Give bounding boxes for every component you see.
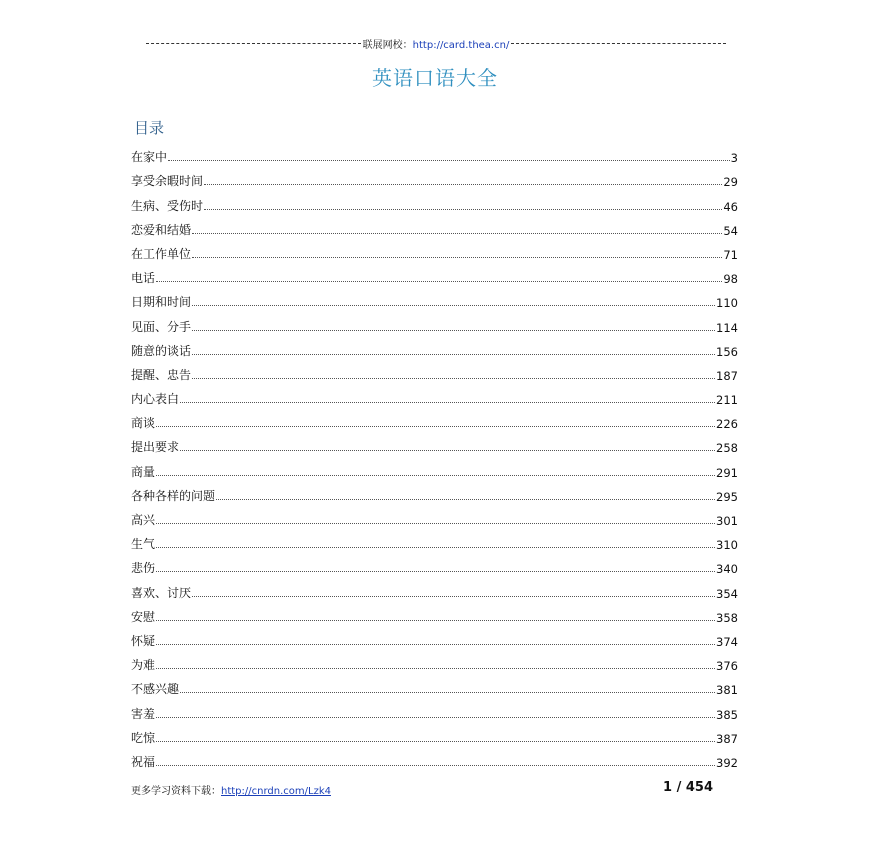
toc-entry-label: 在家中 [131, 150, 168, 165]
toc-entry-label: 提出要求 [131, 440, 180, 455]
toc-entry[interactable] [131, 335, 738, 359]
toc-entry[interactable] [131, 286, 738, 310]
toc-leader-dots [156, 426, 715, 427]
toc-list [131, 141, 738, 770]
toc-entry[interactable] [131, 649, 738, 673]
toc-leader-dots [180, 692, 715, 693]
toc-entry-label: 生病、受伤时 [131, 198, 204, 213]
toc-entry-label: 各种各样的问题 [131, 488, 216, 503]
toc-entry-label: 商谈 [131, 416, 156, 431]
toc-entry-page: 71 [723, 247, 738, 262]
toc-leader-dots [156, 571, 715, 572]
toc-entry-label: 祝福 [131, 754, 156, 769]
toc-entry[interactable] [131, 262, 738, 286]
toc-entry[interactable] [131, 383, 738, 407]
toc-entry[interactable] [131, 722, 738, 746]
toc-entry-label: 商量 [131, 464, 156, 479]
toc-entry-label: 怀疑 [131, 633, 156, 648]
toc-entry-page: 387 [716, 731, 738, 746]
toc-entry[interactable] [131, 189, 738, 213]
header-text [361, 36, 512, 51]
toc-entry-page: 385 [716, 707, 738, 722]
toc-entry[interactable] [131, 746, 738, 770]
toc-entry-page: 392 [716, 755, 738, 770]
toc-leader-dots [156, 281, 722, 282]
total-pages: 454 [685, 780, 713, 795]
toc-entry[interactable] [131, 552, 738, 576]
toc-entry[interactable] [131, 576, 738, 600]
toc-entry-page: 114 [716, 320, 738, 335]
toc-entry-label: 吃惊 [131, 730, 156, 745]
toc-entry-label: 随意的谈话 [131, 343, 192, 358]
toc-entry[interactable] [131, 480, 738, 504]
toc-entry-label: 日期和时间 [131, 295, 192, 310]
toc-entry[interactable] [131, 528, 738, 552]
toc-entry-page: 354 [716, 586, 738, 601]
toc-entry-page: 291 [716, 465, 738, 480]
footer-label: 更多学习资料下载： [131, 786, 221, 797]
toc-entry-page: 3 [730, 151, 738, 166]
toc-leader-dots [192, 305, 715, 306]
toc-leader-dots [156, 765, 715, 766]
toc-entry[interactable] [131, 238, 738, 262]
toc-entry[interactable] [131, 214, 738, 238]
toc-entry-label: 恋爱和结婚 [131, 222, 192, 237]
toc-entry-label: 生气 [131, 537, 156, 552]
toc-leader-dots [180, 402, 715, 403]
toc-entry-label: 提醒、忠告 [131, 367, 192, 382]
toc-entry-page: 381 [716, 683, 738, 698]
footer-text [131, 782, 331, 797]
toc-entry-page: 310 [716, 538, 738, 553]
toc-leader-dots [156, 620, 715, 621]
toc-entry-label: 喜欢、讨厌 [131, 585, 192, 600]
header-rule-right [511, 43, 726, 44]
toc-entry-label: 悲伤 [131, 561, 156, 576]
toc-heading: 目录 [134, 119, 165, 137]
toc-leader-dots [156, 668, 715, 669]
toc-leader-dots [192, 354, 715, 355]
toc-entry[interactable] [131, 673, 738, 697]
toc-entry-page: 29 [723, 175, 738, 190]
toc-entry-page: 187 [716, 368, 738, 383]
toc-leader-dots [192, 596, 715, 597]
toc-leader-dots [156, 717, 715, 718]
toc-entry-page: 226 [716, 417, 738, 432]
toc-entry-label: 见面、分手 [131, 319, 192, 334]
toc-entry-label: 安慰 [131, 609, 156, 624]
toc-leader-dots [156, 475, 715, 476]
page-separator: / [672, 780, 686, 795]
toc-entry[interactable] [131, 407, 738, 431]
toc-entry-page: 110 [716, 296, 738, 311]
page-indicator [663, 780, 713, 795]
toc-leader-dots [168, 160, 730, 161]
toc-entry-page: 358 [716, 610, 738, 625]
toc-leader-dots [204, 209, 722, 210]
toc-entry[interactable] [131, 310, 738, 334]
toc-entry-label: 不感兴趣 [131, 682, 180, 697]
document-title: 英语口语大全 [372, 66, 498, 90]
footer-link[interactable]: http://cnrdn.com/Lzk4 [221, 786, 331, 797]
toc-entry-page: 46 [723, 199, 738, 214]
toc-entry[interactable] [131, 697, 738, 721]
toc-entry[interactable] [131, 455, 738, 479]
toc-entry-page: 258 [716, 441, 738, 456]
toc-entry-page: 54 [723, 223, 738, 238]
page-header [146, 36, 726, 50]
toc-entry[interactable] [131, 625, 738, 649]
toc-leader-dots [156, 547, 715, 548]
toc-entry-label: 高兴 [131, 513, 156, 527]
toc-leader-dots [156, 741, 715, 742]
toc-entry-label: 内心表白 [131, 392, 180, 407]
toc-leader-dots [192, 378, 715, 379]
header-link[interactable]: http://card.thea.cn/ [412, 39, 510, 51]
toc-entry-page: 295 [716, 489, 738, 504]
toc-leader-dots [204, 184, 722, 185]
toc-leader-dots [216, 499, 715, 500]
toc-leader-dots [192, 257, 722, 258]
toc-entry[interactable] [131, 141, 738, 165]
current-page: 1 [663, 780, 673, 795]
toc-entry[interactable] [131, 504, 738, 528]
header-label: 联展网校： [362, 39, 413, 51]
toc-leader-dots [180, 450, 715, 451]
toc-entry-page: 301 [716, 514, 738, 528]
page-footer [131, 780, 713, 796]
toc-entry-label: 在工作单位 [131, 246, 192, 261]
toc-leader-dots [156, 644, 715, 645]
toc-entry-page: 156 [716, 344, 738, 359]
toc-leader-dots [156, 523, 715, 524]
header-rule-left [146, 43, 361, 44]
toc-leader-dots [192, 233, 722, 234]
toc-entry-page: 376 [716, 659, 738, 674]
toc-entry-page: 340 [716, 562, 738, 577]
toc-entry[interactable] [131, 601, 738, 625]
toc-leader-dots [192, 330, 715, 331]
toc-entry-label: 为难 [131, 658, 156, 673]
toc-entry[interactable] [131, 165, 738, 189]
toc-entry-label: 害羞 [131, 706, 156, 721]
toc-entry-label: 电话 [131, 271, 156, 286]
toc-entry-label: 享受余暇时间 [131, 174, 204, 189]
toc-entry-page: 98 [723, 272, 738, 287]
toc-entry[interactable] [131, 431, 738, 455]
toc-entry[interactable] [131, 359, 738, 383]
toc-entry-page: 211 [716, 393, 738, 408]
toc-entry-page: 374 [716, 634, 738, 649]
